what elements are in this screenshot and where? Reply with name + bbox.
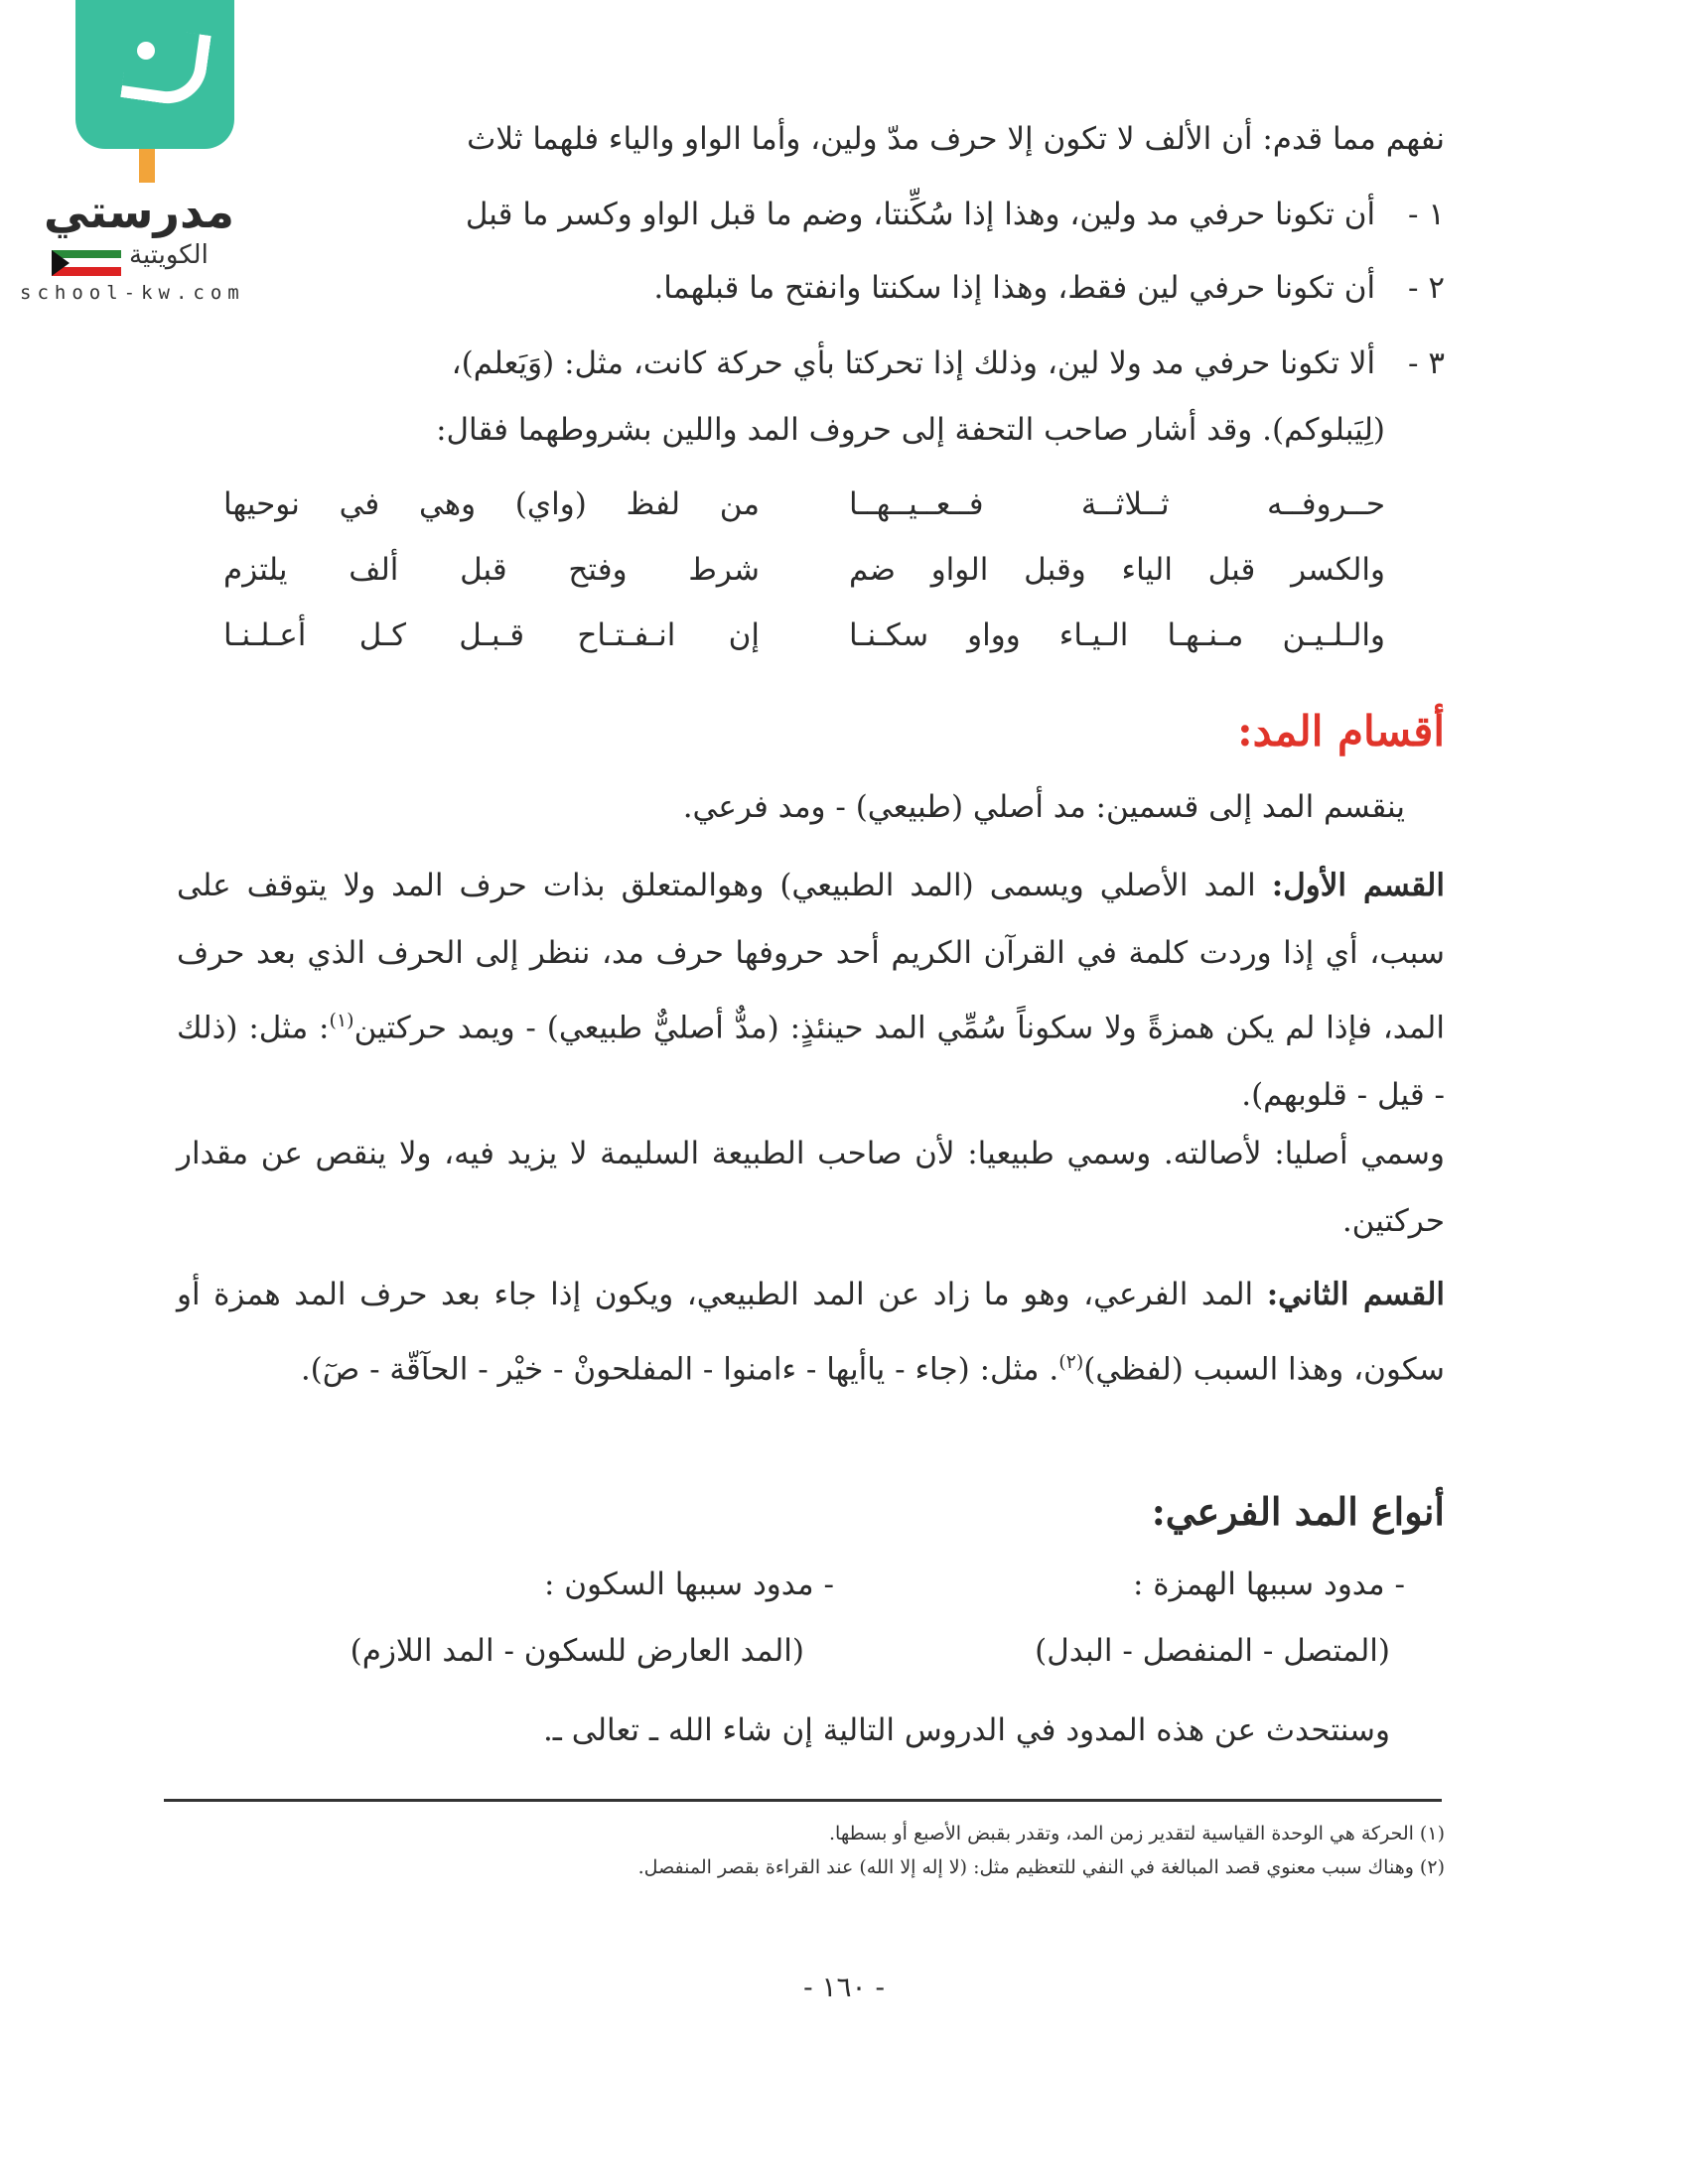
list-item — [466, 197, 1445, 233]
paragraph-second-division — [177, 1261, 1445, 1403]
footnote: (٢) وهناك سبب معنوي قصد المبالغة في النفي للتعظيم مثل: (لا إله إلا الله) عند القراءة بقصر المنفصل. — [637, 1856, 1445, 1878]
poem-hemistich-left: من لفظ (واي) وهي في نوحيها — [223, 486, 760, 522]
type-hamza-items: (المتصل - المنفصل - البدل) — [1035, 1633, 1390, 1669]
poem-verse — [223, 617, 1385, 673]
poem-hemistich-left: إن انـفـتـاح قـبـل كـل أعـلـنـا — [223, 617, 760, 653]
second-division-examples: . مثل: (جاء - ياأيها - ءامنوا - المفلحونْ - خيْر - الحآقّة - صٓ). — [300, 1351, 1059, 1388]
second-division-text: المد الفرعي، وهو ما زاد عن المد الطبيعي، ويكون إذا جاء بعد حرف المد همزة أو سكون، وهذا السبب (لفظي) — [177, 1277, 1445, 1388]
logo-bookmark-icon — [139, 149, 155, 183]
footnote: (١) الحركة هي الوحدة القياسية لتقدير زمن المد، وتقدر بقبض الأصبع أو بسطها. — [829, 1823, 1445, 1844]
list-number: ١ - — [1408, 197, 1445, 232]
list-item — [452, 345, 1445, 382]
list-item — [653, 270, 1445, 307]
poem-hemistich-right: والكسر قبل الياء وقبل الواو ضم — [849, 552, 1385, 588]
list-text: أن تكونا حرفي مد ولين، وهذا إذا سُكِّنتا، وضم ما قبل الواو وكسر ما قبل — [465, 197, 1376, 232]
logo-subtitle: الكويتية — [129, 240, 209, 270]
paragraph-reason: وسمي أصليا: لأصالته. وسمي طبيعيا: لأن صاحب الطبيعة السليمة لا يزيد فيه، ولا ينقص عن مقدار حركتين. — [177, 1136, 1445, 1239]
type-hamza-title: - مدود سببها الهمزة : — [1132, 1567, 1405, 1602]
poem-verse — [223, 486, 1385, 542]
intro-line: نفهم مما قدم: أن الألف لا تكون إلا حرف مدّ ولين، وأما الواو والياء فلهما ثلاث — [467, 121, 1445, 157]
footnote-ref: (١) — [329, 1010, 354, 1031]
kuwait-flag-icon — [52, 250, 121, 276]
first-division-examples: : مثل: (ذلك - قيل - قلوبهم). — [177, 1010, 1445, 1114]
list-item-continuation: (لِيَبلوكم). وقد أشار صاحب التحفة إلى حروف المد واللين بشروطهما فقال: — [436, 412, 1385, 448]
closing-line: وسنتحدث عن هذه المدود في الدروس التالية إن شاء الله ـ تعالى ـ. — [542, 1712, 1390, 1748]
logo-badge — [75, 0, 234, 149]
footnote-divider — [164, 1799, 1442, 1802]
list-number: ٣ - — [1408, 345, 1445, 381]
list-number: ٢ - — [1408, 270, 1445, 306]
footnote-ref: (٢) — [1058, 1351, 1084, 1373]
subsection-heading: أنواع المد الفرعي: — [1151, 1489, 1445, 1534]
poem — [223, 486, 1385, 685]
poem-hemistich-right: حــروفــه ثــلاثــة فــعــيــهــا — [849, 486, 1385, 522]
logo-title: مدرستي — [43, 185, 235, 238]
type-sukun-title: - مدود سببها السكون : — [543, 1567, 834, 1602]
logo-url: school-kw.com — [20, 282, 245, 304]
school-logo — [20, 0, 318, 308]
list-text: أن تكونا حرفي لين فقط، وهذا إذا سكنتا وانفتح ما قبلهما. — [653, 270, 1376, 306]
first-division-text: المد الأصلي ويسمى (المد الطبيعي) وهوالمتعلق بذات حرف المد ولا يتوقف على سبب، أي إذا وردت كلمة في القرآن الكريم أحد حروفها حرف مد، ننظر إلى الحرف الذي بعد حرف المد، فإذا لم يكن همزةً ولا سكوناً سُمِّي المد حينئذٍ: (مدٌّ أصليٌّ طبيعي) - ويمد حركتين — [177, 868, 1445, 1046]
page-number: - ١٦٠ - — [803, 1971, 885, 2003]
poem-hemistich-right: والـلـيـن مـنـهـا الـيـاء وواو سكـنـا — [849, 617, 1385, 653]
second-division-label: القسم الثاني: — [1266, 1277, 1445, 1312]
list-text: ألا تكونا حرفي مد ولا لين، وذلك إذا تحركتا بأي حركة كانت، مثل: (وَيَعلم)، — [451, 345, 1376, 381]
first-division-label: القسم الأول: — [1271, 868, 1445, 903]
paragraph-first-division — [177, 852, 1445, 1129]
section-heading: أقسام المد: — [1237, 707, 1445, 755]
poem-hemistich-left: شرط وفتح قبل ألف يلتزم — [223, 552, 760, 588]
section-intro: ينقسم المد إلى قسمين: مد أصلي (طبيعي) - ومد فرعي. — [682, 789, 1405, 825]
logo-smile-icon — [120, 25, 211, 109]
poem-verse — [223, 552, 1385, 608]
type-sukun-items: (المد العارض للسكون - المد اللازم) — [350, 1633, 804, 1669]
